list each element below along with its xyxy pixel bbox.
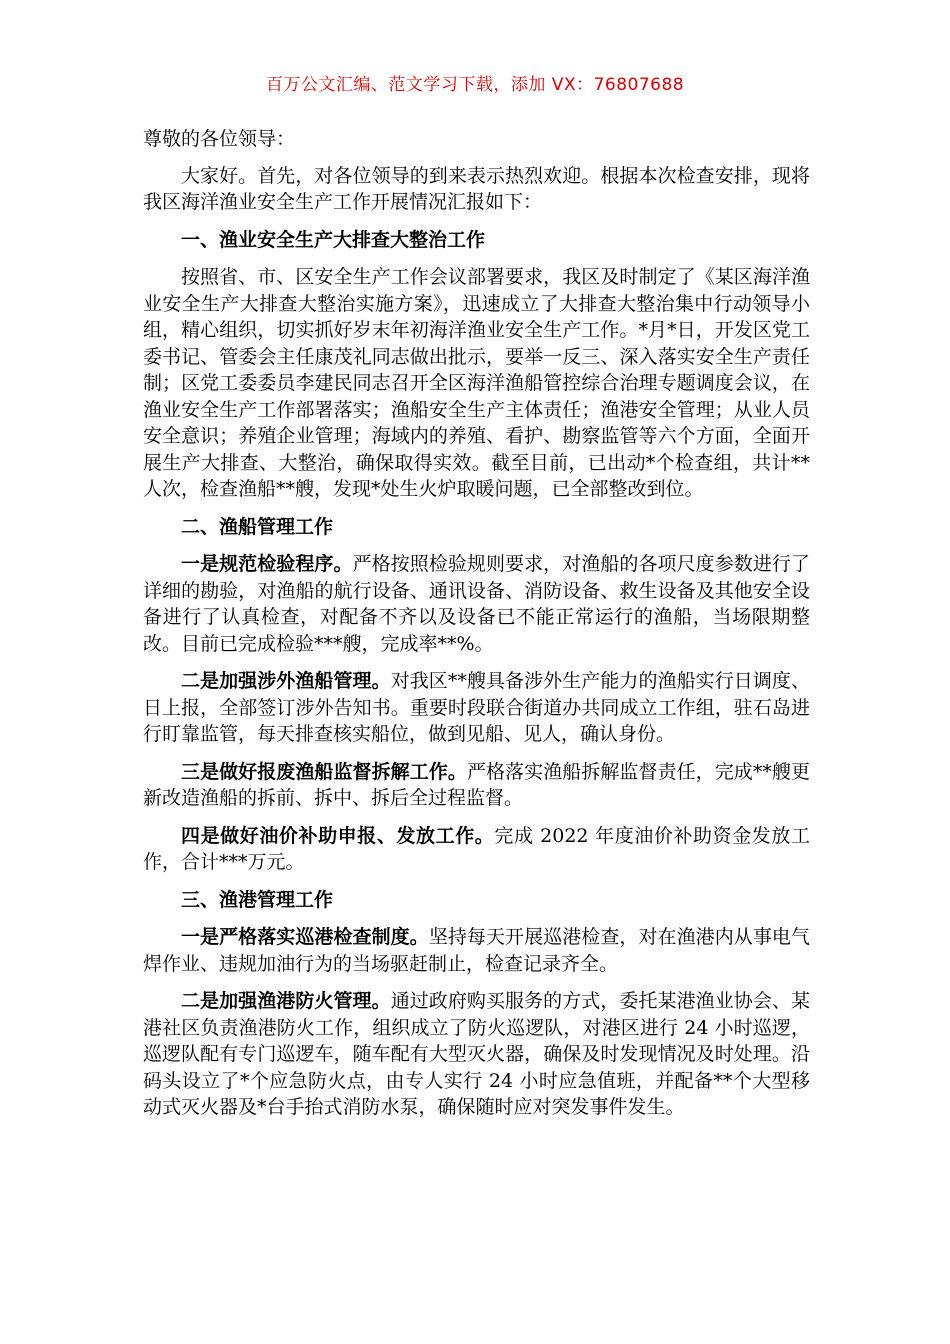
intro-paragraph: 大家好。首先，对各位领导的到来表示热烈欢迎。根据本次检查安排，现将我区海洋渔业安全生产工作开展情况汇报如下： [143,164,810,213]
item-text: 坚持每天开展巡港检查，对在渔港内从事电气焊作业、违规加油行为的当场驱赶制止，检查记录齐全。 [143,926,810,975]
item-text: 对我区**艘具备涉外生产能力的渔船实行日调度、日上报，全部签订涉外告知书。重要时段联合街道办共同成立工作组，驻石岛进行盯靠监管，每天排查核实船位，做到见船、见人，确认身份。 [143,670,810,745]
section-2-item-2 [143,668,810,748]
item-text: 完成 2022 年度油价补助资金发放工作，合计***万元。 [143,824,810,873]
item-lead: 一是严格落实巡港检查制度。 [181,926,429,948]
section-2-item-1 [143,551,810,657]
section-2-item-4 [143,823,810,876]
document-body [143,126,810,1132]
item-lead: 二是加强涉外渔船管理。 [181,670,391,692]
section-3-item-1 [143,924,810,977]
section-2-title: 二、渔船管理工作 [181,515,334,538]
header-watermark-text: 百万公文汇编、范文学习下载，添加 VX：76807688 [265,75,685,95]
item-text: 严格落实渔船拆解监督责任，完成**艘更新改造渔船的拆前、拆中、拆后全过程监督。 [143,760,810,809]
item-lead: 一是规范检验程序。 [181,553,353,575]
item-lead: 二是加强渔港防火管理。 [181,990,391,1012]
item-lead: 四是做好油价补助申报、发放工作。 [181,824,495,847]
item-lead: 三是做好报废渔船监督拆解工作。 [181,760,467,783]
item-text: 严格按照检验规则要求，对渔船的各项尺度参数进行了详细的勘验，对渔船的航行设备、通讯设备、消防设备、救生设备及其他安全设备进行了认真检查，对配备不齐以及设备已不能正常运行的渔船，当场限期整改。目前已完成检验***艘，完成率**%。 [143,553,810,655]
section-3-item-2 [143,988,810,1121]
section-3-title: 三、渔港管理工作 [181,888,334,911]
section-1-body: 按照省、市、区安全生产工作会议部署要求，我区及时制定了《某区海洋渔业安全生产大排查大整治实施方案》，迅速成立了大排查大整治集中行动领导小组，精心组织，切实抓好岁末年初海洋渔业安全生产工作。*月*日，开发区党工委书记、管委会主任康茂礼同志做出批示，要举一反三、深入落实安全生产责任制；区党工委委员李建民同志召开全区海洋渔船管控综合治理专题调度会议，在渔业安全生产工作部署落实；渔船安全生产主体责任；渔港安全管理；从业人员安全意识；养殖企业管理；海域内的养殖、看护、勘察监管等六个方面，全面开展生产大排查、大整治，确保取得实效。截至目前，已出动*个检查组，共计**人次，检查渔船**艘，发现*处生火炉取暖问题，已全部整改到位。 [143,266,810,500]
section-2-item-3 [143,759,810,812]
item-text: 通过政府购买服务的方式，委托某港渔业协会、某港社区负责渔港防火工作，组织成立了防火巡逻队，对港区进行 24 小时巡逻，巡逻队配有专门巡逻车，随车配有大型灭火器，确保及时发现情况及时处理。沿码头设立了*个应急防火点，由专人实行 24 小时应急值班，并配备**个大型移动式灭火器及*台手抬式消防水泵，确保随时应对突发事件发生。 [143,990,810,1118]
salutation: 尊敬的各位领导： [143,128,296,150]
section-1-title: 一、渔业安全生产大排查大整治工作 [181,228,486,251]
